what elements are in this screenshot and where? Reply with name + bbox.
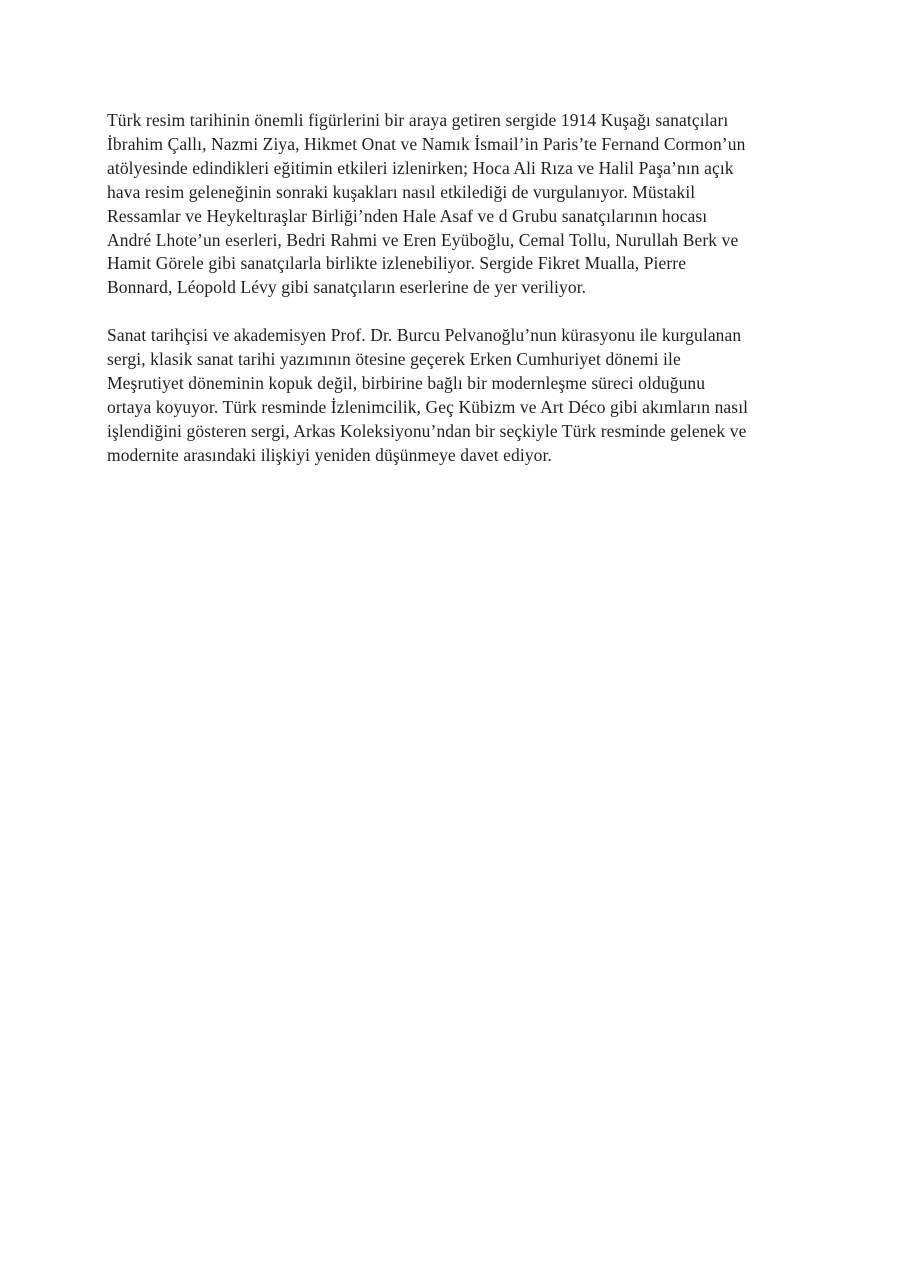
text-line: işlendiğini gösteren sergi, Arkas Koleksiyonu’ndan bir seçkiyle Türk resminde gelenek ve <box>107 420 747 441</box>
text-line: atölyesinde edindikleri eğitimin etkileri izlenirken; Hoca Ali Rıza ve Halil Paşa’nın açık <box>107 157 734 178</box>
text-line: Bonnard, Léopold Lévy gibi sanatçıların eserlerine de yer veriliyor. <box>107 277 587 298</box>
text-block <box>107 109 807 492</box>
text-line: sergi, klasik sanat tarihi yazımının ötesine geçerek Erken Cumhuriyet dönemi ile <box>107 349 681 370</box>
paragraph-2 <box>107 324 807 467</box>
text-line: André Lhote’un eserleri, Bedri Rahmi ve Eren Eyüboğlu, Cemal Tollu, Nurullah Berk ve <box>107 229 739 250</box>
paragraph-1 <box>107 109 807 300</box>
text-line: Türk resim tarihinin önemli figürlerini bir araya getiren sergide 1914 Kuşağı sanatçıları <box>107 110 729 130</box>
text-line: İbrahim Çallı, Nazmi Ziya, Hikmet Onat ve Namık İsmail’in Paris’te Fernand Cormon’un <box>107 133 746 154</box>
text-line: Meşrutiyet döneminin kopuk değil, birbirine bağlı bir modernleşme süreci olduğunu <box>107 373 706 394</box>
text-line: ortaya koyuyor. Türk resminde İzlenimcilik, Geç Kübizm ve Art Déco gibi akımların nasıl <box>107 396 749 417</box>
text-line: Ressamlar ve Heykeltıraşlar Birliği’nden Hale Asaf ve d Grubu sanatçılarının hocası <box>107 205 708 226</box>
text-line: Hamit Görele gibi sanatçılarla birlikte izlenebiliyor. Sergide Fikret Mualla, Pierre <box>107 253 687 274</box>
text-line: Sanat tarihçisi ve akademisyen Prof. Dr. Burcu Pelvanoğlu’nun kürasyonu ile kurgulanan <box>107 325 742 346</box>
text-line: hava resim geleneğinin sonraki kuşakları nasıl etkilediği de vurgulanıyor. Müstakil <box>107 181 696 202</box>
text-line: modernite arasındaki ilişkiyi yeniden düşünmeye davet ediyor. <box>107 444 552 465</box>
